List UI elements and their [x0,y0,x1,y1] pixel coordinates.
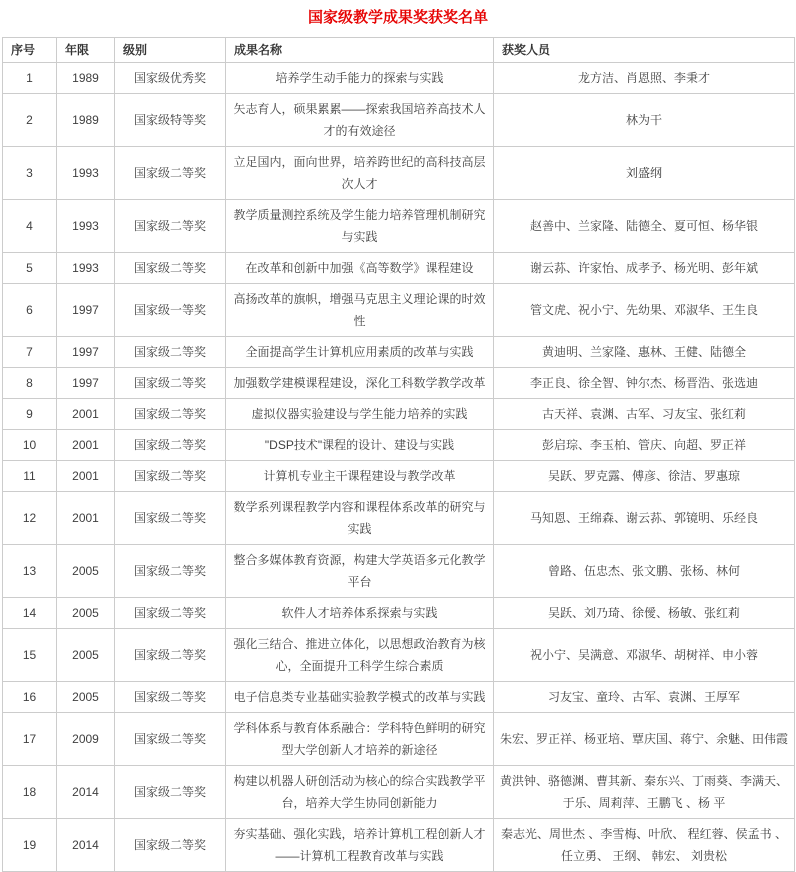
cell-year: 2005 [57,629,115,682]
cell-name: 教学质量测控系统及学生能力培养管理机制研究与实践 [226,200,494,253]
cell-year: 2005 [57,598,115,629]
cell-winners: 李正良、徐全智、钟尔杰、杨晋浩、张选迪 [494,368,795,399]
cell-year: 2014 [57,819,115,872]
cell-winners: 谢云荪、许家怡、成孝予、杨光明、彭年斌 [494,253,795,284]
cell-winners: 赵善中、兰家隆、陆德全、夏可恒、杨华银 [494,200,795,253]
page [0,10,796,872]
table-row [3,682,795,713]
cell-year: 2014 [57,766,115,819]
cell-year: 2001 [57,492,115,545]
cell-index: 1 [3,63,57,94]
table-row [3,629,795,682]
table-row [3,492,795,545]
cell-name: 高扬改革的旗帜，增强马克思主义理论课的时效性 [226,284,494,337]
cell-winners: 彭启琮、李玉柏、管庆、向超、罗正祥 [494,430,795,461]
cell-index: 11 [3,461,57,492]
cell-name: 加强数学建模课程建设，深化工科数学教学改革 [226,368,494,399]
cell-index: 6 [3,284,57,337]
cell-name: 构建以机器人研创活动为核心的综合实践教学平台，培养大学生协同创新能力 [226,766,494,819]
cell-index: 4 [3,200,57,253]
cell-level: 国家级二等奖 [115,598,226,629]
table-row [3,337,795,368]
cell-winners: 吴跃、刘乃琦、徐僾、杨敏、张红莉 [494,598,795,629]
cell-level: 国家级特等奖 [115,94,226,147]
cell-level: 国家级二等奖 [115,766,226,819]
cell-name: 在改革和创新中加强《高等数学》课程建设 [226,253,494,284]
cell-name: 夯实基础、强化实践，培养计算机工程创新人才——计算机工程教育改革与实践 [226,819,494,872]
cell-name: 学科体系与教育体系融合：学科特色鲜明的研究型大学创新人才培养的新途径 [226,713,494,766]
cell-name: 软件人才培养体系探索与实践 [226,598,494,629]
table-header [3,38,795,63]
table-row [3,94,795,147]
cell-year: 2009 [57,713,115,766]
cell-level: 国家级一等奖 [115,284,226,337]
cell-year: 2001 [57,399,115,430]
cell-level: 国家级二等奖 [115,545,226,598]
table-row [3,545,795,598]
cell-level: 国家级二等奖 [115,253,226,284]
cell-index: 10 [3,430,57,461]
cell-winners: 刘盛纲 [494,147,795,200]
table-row [3,399,795,430]
cell-year: 1989 [57,63,115,94]
table-row [3,284,795,337]
table-row [3,430,795,461]
cell-name: "DSP技术"课程的设计、建设与实践 [226,430,494,461]
table-row [3,63,795,94]
cell-name: 培养学生动手能力的探索与实践 [226,63,494,94]
cell-name: 整合多媒体教育资源，构建大学英语多元化教学平台 [226,545,494,598]
cell-year: 1989 [57,94,115,147]
cell-index: 16 [3,682,57,713]
cell-index: 19 [3,819,57,872]
table-row [3,147,795,200]
column-header-name: 成果名称 [226,38,494,63]
table-row [3,713,795,766]
cell-name: 数学系列课程教学内容和课程体系改革的研究与实践 [226,492,494,545]
cell-winners: 黄洪钟、骆德渊、曹其新、秦东兴、丁雨葵、李满天、于乐、周莉萍、王鹏飞 、杨 平 [494,766,795,819]
cell-index: 8 [3,368,57,399]
cell-index: 15 [3,629,57,682]
cell-level: 国家级优秀奖 [115,63,226,94]
cell-level: 国家级二等奖 [115,461,226,492]
cell-year: 1993 [57,253,115,284]
cell-level: 国家级二等奖 [115,368,226,399]
cell-level: 国家级二等奖 [115,713,226,766]
cell-winners: 管文虎、祝小宁、先幼果、邓淑华、王生良 [494,284,795,337]
cell-index: 17 [3,713,57,766]
cell-level: 国家级二等奖 [115,682,226,713]
cell-winners: 秦志光、周世杰 、李雪梅、叶欣、 程红蓉、侯孟书 、任立勇、 王纲、 韩宏、 刘贵松 [494,819,795,872]
cell-level: 国家级二等奖 [115,399,226,430]
cell-year: 1997 [57,337,115,368]
header-row [3,38,795,63]
cell-year: 2005 [57,682,115,713]
cell-level: 国家级二等奖 [115,147,226,200]
cell-index: 5 [3,253,57,284]
cell-name: 虚拟仪器实验建设与学生能力培养的实践 [226,399,494,430]
cell-index: 7 [3,337,57,368]
table-row [3,461,795,492]
cell-year: 2005 [57,545,115,598]
cell-year: 2001 [57,461,115,492]
cell-year: 2001 [57,430,115,461]
cell-level: 国家级二等奖 [115,819,226,872]
cell-index: 12 [3,492,57,545]
table-body [3,63,795,872]
column-header-level: 级别 [115,38,226,63]
cell-name: 强化三结合、推进立体化，以思想政治教育为核心，全面提升工科学生综合素质 [226,629,494,682]
cell-year: 1993 [57,200,115,253]
cell-winners: 曾路、伍忠杰、张文鹏、张杨、林何 [494,545,795,598]
cell-winners: 林为干 [494,94,795,147]
cell-index: 18 [3,766,57,819]
cell-year: 1993 [57,147,115,200]
cell-winners: 龙方洁、肖恩照、李秉才 [494,63,795,94]
table-row [3,200,795,253]
column-header-year: 年限 [57,38,115,63]
cell-winners: 黄迪明、兰家隆、惠林、王健、陆德全 [494,337,795,368]
cell-index: 14 [3,598,57,629]
cell-level: 国家级二等奖 [115,200,226,253]
awards-table [2,37,795,872]
column-header-index: 序号 [3,38,57,63]
cell-winners: 朱宏、罗正祥、杨亚培、覃庆国、蒋宁、余魅、田伟霞 [494,713,795,766]
cell-level: 国家级二等奖 [115,492,226,545]
cell-name: 计算机专业主干课程建设与教学改革 [226,461,494,492]
cell-winners: 马知恩、王绵森、谢云荪、郭镜明、乐经良 [494,492,795,545]
cell-winners: 古天祥、袁渊、古军、习友宝、张红莉 [494,399,795,430]
column-header-winners: 获奖人员 [494,38,795,63]
page-title: 国家级教学成果奖获奖名单 [307,9,488,26]
cell-winners: 习友宝、童玲、古军、袁渊、王厚军 [494,682,795,713]
cell-index: 3 [3,147,57,200]
cell-winners: 吴跃、罗克露、傅彦、徐洁、罗惠琼 [494,461,795,492]
table-row [3,819,795,872]
cell-year: 1997 [57,284,115,337]
cell-index: 2 [3,94,57,147]
cell-index: 9 [3,399,57,430]
cell-name: 立足国内，面向世界，培养跨世纪的高科技高层次人才 [226,147,494,200]
cell-winners: 祝小宁、吴满意、邓淑华、胡树祥、申小蓉 [494,629,795,682]
cell-level: 国家级二等奖 [115,629,226,682]
table-row [3,766,795,819]
cell-year: 1997 [57,368,115,399]
cell-index: 13 [3,545,57,598]
table-row [3,598,795,629]
cell-name: 矢志育人，硕果累累——探索我国培养高技术人才的有效途径 [226,94,494,147]
cell-name: 全面提高学生计算机应用素质的改革与实践 [226,337,494,368]
table-row [3,253,795,284]
cell-name: 电子信息类专业基础实验教学模式的改革与实践 [226,682,494,713]
cell-level: 国家级二等奖 [115,430,226,461]
table-row [3,368,795,399]
cell-level: 国家级二等奖 [115,337,226,368]
